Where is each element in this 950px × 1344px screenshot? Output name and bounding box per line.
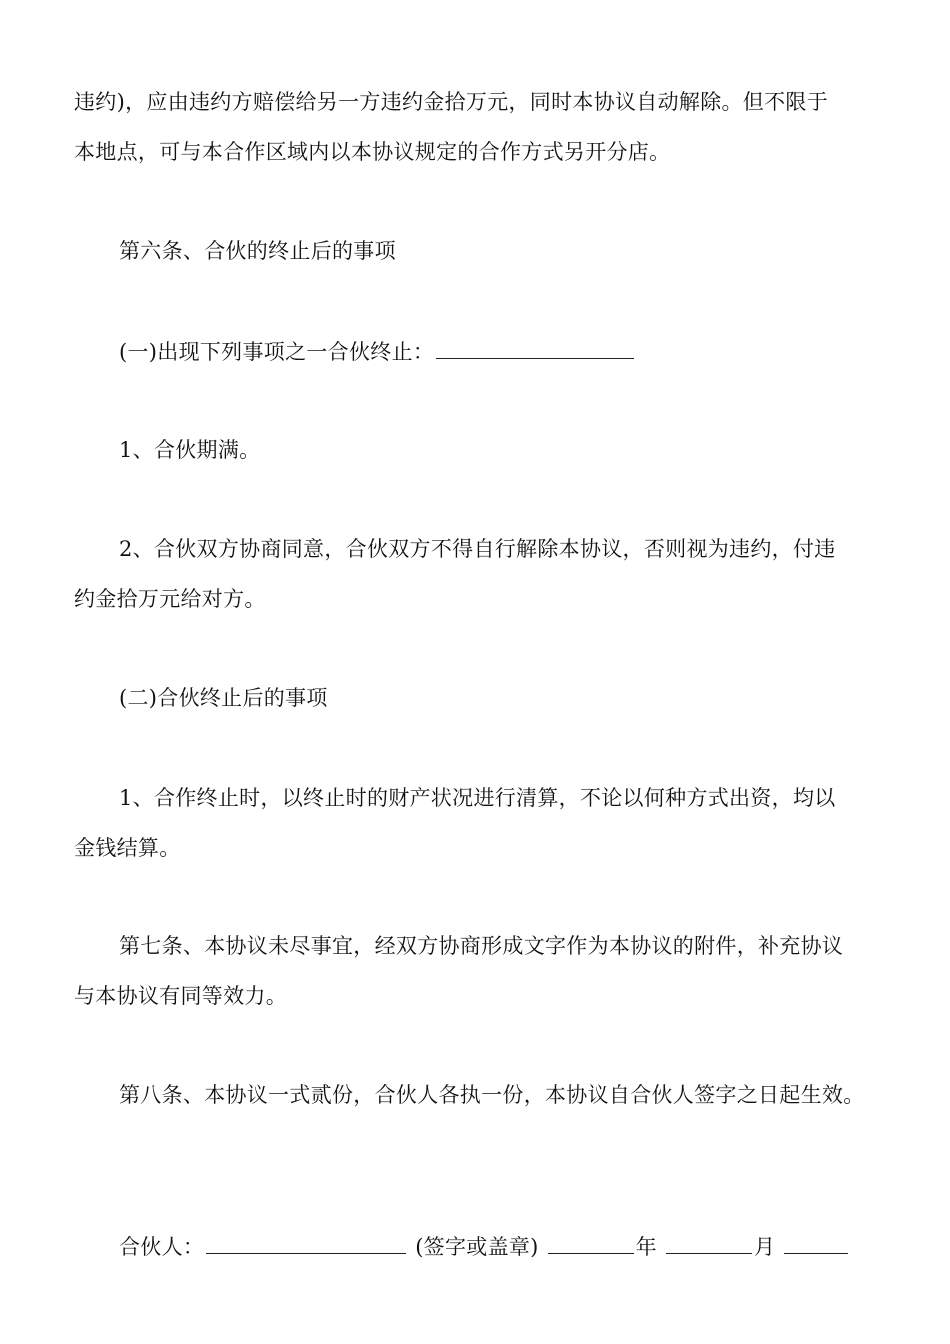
list-item: 2、合伙双方协商同意，合伙双方不得自行解除本协议，否则视为违约，付违 xyxy=(119,537,836,561)
article-7: 第七条、本协议未尽事宜，经双方协商形成文字作为本协议的附件，补充协议 xyxy=(119,934,844,958)
paragraph-line: 违约)，应由违约方赔偿给另一方违约金拾万元，同时本协议自动解除。但不限于 xyxy=(74,90,828,114)
fill-blank[interactable] xyxy=(436,340,634,359)
signature-label: 合伙人： xyxy=(119,1235,205,1259)
paragraph-line: 与本协议有同等效力。 xyxy=(74,984,287,1008)
month-label: 月 xyxy=(753,1235,776,1259)
article-8: 第八条、本协议一式贰份，合伙人各执一份，本协议自合伙人签字之日起生效。 xyxy=(119,1083,865,1107)
paragraph-line: 本地点，可与本合作区域内以本协议规定的合作方式另开分店。 xyxy=(74,140,671,164)
signature-blank[interactable] xyxy=(206,1235,406,1254)
article-6-heading: 第六条、合伙的终止后的事项 xyxy=(119,239,396,263)
section-2-heading: (二)合伙终止后的事项 xyxy=(119,686,328,710)
list-item: 1、合伙期满。 xyxy=(119,438,261,462)
year-label: 年 xyxy=(635,1235,657,1259)
day-blank[interactable] xyxy=(784,1235,848,1254)
sign-note: (签字或盖章) xyxy=(415,1235,539,1259)
list-item: 1、合作终止时，以终止时的财产状况进行清算，不论以何种方式出资，均以 xyxy=(119,786,836,810)
paragraph-line: 约金拾万元给对方。 xyxy=(74,587,266,611)
year-blank[interactable] xyxy=(548,1235,634,1254)
month-blank[interactable] xyxy=(666,1235,752,1254)
section-1-heading xyxy=(119,338,910,366)
signature-line xyxy=(119,1233,910,1261)
section-1-text: (一)出现下列事项之一合伙终止： xyxy=(119,340,435,364)
paragraph-line: 金钱结算。 xyxy=(74,836,181,860)
